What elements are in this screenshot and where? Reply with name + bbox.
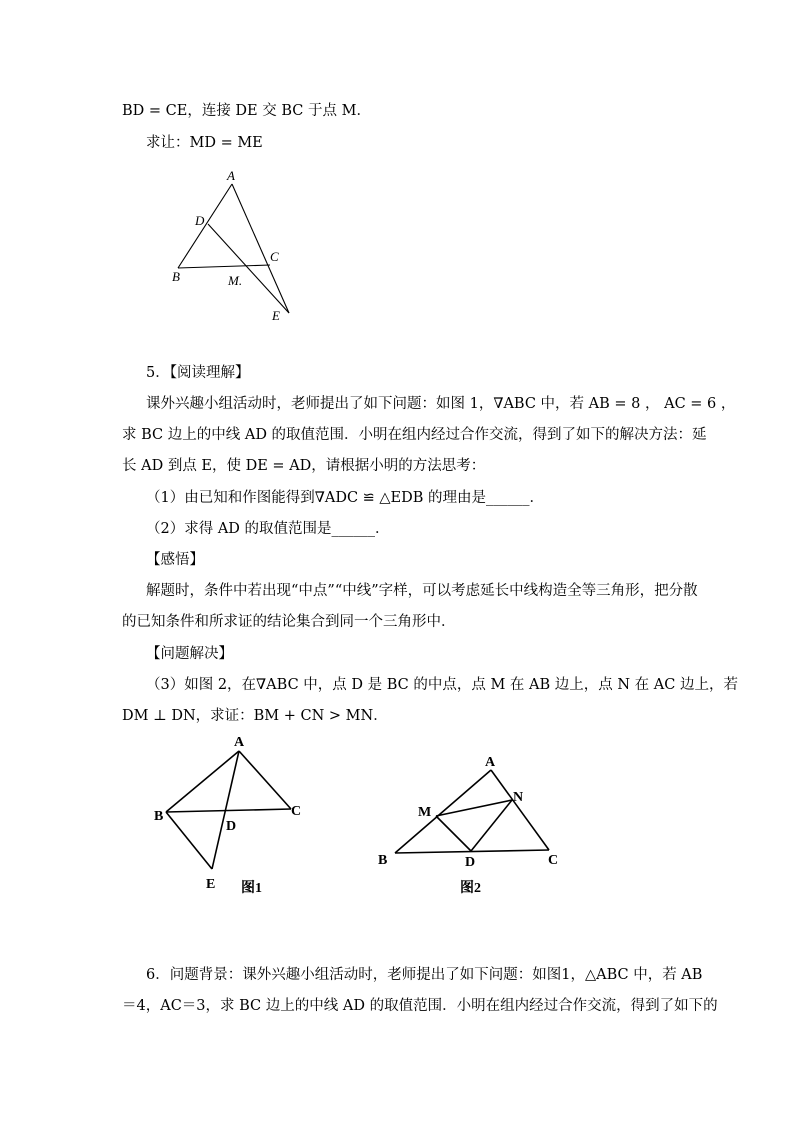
label-b: B bbox=[378, 853, 388, 868]
label-e: E bbox=[272, 308, 280, 323]
problem-5-line-1: 课外兴趣小组活动时，老师提出了如下问题：如图 1，∇ABC 中，若 AB = 8 ， AC = 6 ， bbox=[146, 396, 736, 412]
label-d: D bbox=[195, 213, 205, 228]
label-a: A bbox=[227, 168, 235, 183]
question-2: （2）求得 AD 的取值范围是______． bbox=[146, 521, 390, 537]
segment-md bbox=[436, 816, 471, 851]
problem-5-title: 5．【阅读理解】 bbox=[146, 365, 250, 381]
label-c: C bbox=[548, 853, 559, 868]
label-e: E bbox=[206, 877, 216, 892]
label-m: M bbox=[418, 805, 432, 820]
label-n: N bbox=[513, 790, 524, 805]
insight-line-1: 解题时，条件中若出现“中点”“中线”字样，可以考虑延长中线构造全等三角形，把分散 bbox=[146, 583, 698, 599]
label-b: B bbox=[154, 809, 164, 824]
label-c: C bbox=[270, 249, 279, 264]
problem-6-line-1: 6．问题背景：课外兴趣小组活动时，老师提出了如下问题：如图1，△ABC 中，若 AB bbox=[146, 967, 703, 983]
solve-title: 【问题解决】 bbox=[146, 646, 233, 662]
figure-2-caption: 图2 bbox=[460, 881, 481, 896]
label-d: D bbox=[226, 819, 237, 834]
label-a: A bbox=[485, 755, 496, 770]
problem-5-line-2: 求 BC 边上的中线 AD 的取值范围．小明在组内经过合作交流，得到了如下的解决方法：延 bbox=[122, 427, 707, 443]
segment-ac bbox=[491, 770, 549, 850]
label-a: A bbox=[234, 735, 245, 750]
label-m: M. bbox=[228, 273, 243, 288]
question-3-line-2: DM ⊥ DN，求证：BM + CN > MN． bbox=[122, 708, 388, 724]
insight-title: 【感悟】 bbox=[146, 552, 204, 568]
segment-ab bbox=[395, 770, 491, 853]
figure-1-caption: 图1 bbox=[241, 881, 262, 896]
problem-5-line-3: 长 AD 到点 E，使 DE = AD，请根据小明的方法思考： bbox=[122, 458, 486, 474]
label-b: B bbox=[172, 269, 180, 284]
text-line-2: 求让：MD = ME bbox=[146, 135, 263, 151]
problem-6-line-2: ＝4，AC＝3，求 BC 边上的中线 AD 的取值范围．小明在组内经过合作交流，得到了如下的 bbox=[122, 998, 718, 1014]
text-line-1: BD = CE，连接 DE 交 BC 于点 M． bbox=[122, 103, 371, 119]
question-1: （1）由已知和作图能得到∇ADC ≌ △EDB 的理由是______． bbox=[146, 490, 545, 506]
label-d: D bbox=[465, 855, 476, 870]
insight-line-2: 的已知条件和所求证的结论集合到同一个三角形中． bbox=[122, 614, 456, 630]
label-c: C bbox=[291, 804, 302, 819]
question-3-line-1: （3）如图 2，在∇ABC 中，点 D 是 BC 的中点，点 M 在 AB 边上，点 N 在 AC 边上，若 bbox=[146, 677, 738, 693]
